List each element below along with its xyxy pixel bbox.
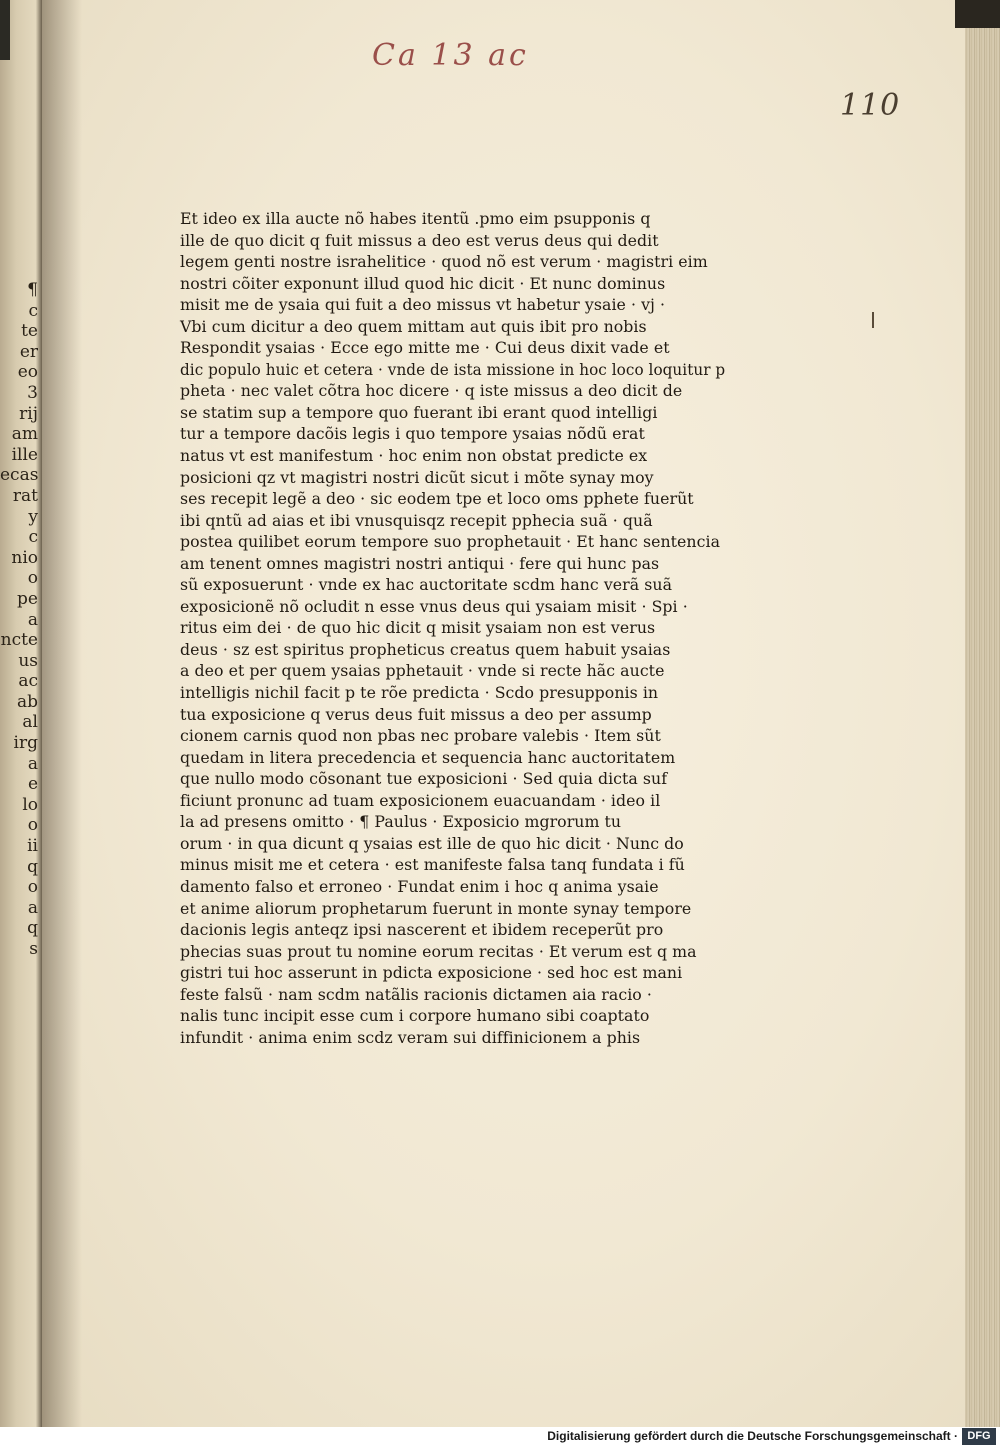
text-line: tur a tempore dacõis legis i quo tempore ysaias nõdũ erat bbox=[180, 424, 645, 444]
text-line: dacionis legis anteqz ipsi nascerent et ibidem receperũt pro bbox=[180, 920, 664, 940]
text-line: Respondit ysaias · Ecce ego mitte me · Cui deus dixit vade et bbox=[180, 338, 670, 358]
text-line: quedam in litera precedencia et sequencia hanc auctoritatem bbox=[180, 747, 676, 767]
facing-page-fragment: ¶ bbox=[27, 280, 38, 300]
facing-page-fragment: pe bbox=[17, 588, 38, 609]
facing-page-fragment: eo bbox=[17, 362, 38, 383]
facing-page-fragment: y bbox=[28, 506, 38, 527]
text-line: misit me de ysaia qui fuit a deo missus vt habetur ysaie · vj · bbox=[180, 295, 666, 315]
facing-page-fragment: o bbox=[27, 815, 38, 836]
facing-page-fragment: ncte bbox=[0, 630, 38, 651]
facing-page-fragment: al bbox=[22, 712, 38, 733]
footer-bar bbox=[0, 1427, 1000, 1446]
page-stack-corner bbox=[955, 0, 1000, 28]
facing-page-fragment: e bbox=[27, 774, 38, 795]
text-line: exposicionẽ nõ ocludit n esse vnus deus qui ysaiam misit · Spi · bbox=[180, 596, 688, 616]
text-line: se statim sup a tempore quo fuerant ibi erant quod intelligi bbox=[180, 402, 658, 422]
text-line: feste falsũ · nam scdm natãlis racionis dictamen aia racio · bbox=[180, 984, 652, 1004]
text-line: ses recepit legẽ a deo · sic eodem tpe et loco oms pphete fuerũt bbox=[180, 489, 694, 509]
facing-page-fragment: o bbox=[27, 568, 38, 589]
facing-page-fragment: lo bbox=[22, 794, 38, 815]
text-line: deus · sz est spiritus propheticus creatus quem habuit ysaias bbox=[180, 639, 671, 659]
facing-page-fragment: a bbox=[27, 897, 38, 918]
text-line: legem genti nostre israhelitice · quod nõ est verum · magistri eim bbox=[180, 252, 708, 272]
text-line: postea quilibet eorum tempore suo prophetauit · Et hanc sentencia bbox=[180, 532, 721, 552]
margin-tick-mark bbox=[872, 312, 874, 328]
main-text-column bbox=[180, 208, 740, 1048]
text-line: am tenent omnes magistri nostri antiqui · fere qui hunc pas bbox=[180, 553, 660, 573]
text-line: dic populo huic et cetera · vnde de ista missione in hoc loco loquitur p bbox=[180, 359, 726, 379]
text-line: et anime aliorum prophetarum fuerunt in monte synay tempore bbox=[180, 898, 692, 918]
facing-page-fragment: ii bbox=[27, 836, 38, 857]
text-line: sũ exposuerunt · vnde ex hac auctoritate scdm hanc verã suã bbox=[180, 575, 673, 595]
text-line: que nullo modo cõsonant tue exposicioni · Sed quia dicta suf bbox=[180, 769, 668, 789]
text-line: a deo et per quem ysaias pphetauit · vnde si recte hãc aucte bbox=[180, 661, 665, 681]
facing-page-fragment: te bbox=[21, 321, 38, 342]
text-line: ibi qntũ ad aias et ibi vnusquisqz recepit pphecia suã · quã bbox=[180, 510, 653, 530]
text-line: natus vt est manifestum · hoc enim non obstat predicte ex bbox=[180, 446, 648, 466]
facing-page-fragment: ecas bbox=[0, 465, 39, 486]
facing-page-fragment: us bbox=[18, 650, 38, 671]
text-line: ille de quo dicit q fuit missus a deo est verus deus qui dedit bbox=[180, 230, 659, 250]
facing-page-fragment: c bbox=[28, 300, 38, 321]
text-line: ritus eim dei · de quo hic dicit q misit ysaiam non est verus bbox=[180, 618, 656, 638]
facing-page-fragment: q bbox=[27, 918, 38, 939]
facing-page-fragment: ille bbox=[11, 444, 38, 465]
facing-page-fragment: rij bbox=[19, 403, 38, 424]
facing-page-fragment: ac bbox=[18, 671, 38, 692]
text-line: posicioni qz vt magistri nostri dicũt sicut i mõte synay moy bbox=[180, 467, 654, 487]
facing-page-fragment: 3 bbox=[27, 382, 38, 403]
folio-number: 110 bbox=[840, 88, 901, 123]
facing-page-fragment: rat bbox=[12, 485, 38, 506]
text-line: pheta · nec valet cõtra hoc dicere · q iste missus a deo dicit de bbox=[180, 381, 683, 401]
dfg-logo: DFG bbox=[962, 1428, 996, 1445]
facing-page-fragment: q bbox=[27, 856, 38, 877]
facing-page-fragment: a bbox=[27, 609, 38, 630]
facing-page-fragment: o bbox=[27, 877, 38, 898]
shelfmark-annotation: Ca 13 ac bbox=[372, 38, 529, 73]
facing-page-fragment: am bbox=[11, 424, 38, 445]
text-line: tua exposicione q verus deus fuit missus a deo per assump bbox=[180, 704, 652, 724]
facing-page-fragment: er bbox=[19, 341, 38, 362]
text-line: la ad presens omitto · ¶ Paulus · Exposicio mgrorum tu bbox=[180, 812, 622, 832]
facing-page-text-fragments bbox=[0, 280, 40, 1160]
text-line: gistri tui hoc asserunt in pdicta exposicione · sed hoc est mani bbox=[180, 963, 683, 983]
text-line: damento falso et erroneo · Fundat enim i hoc q anima ysaie bbox=[180, 876, 659, 896]
text-line: infundit · anima enim scdz veram sui diffinicionem a phis bbox=[180, 1027, 641, 1047]
text-line: ficiunt pronunc ad tuam exposicionem euacuandam · ideo il bbox=[180, 790, 661, 810]
gutter-shadow bbox=[42, 0, 82, 1427]
text-line: minus misit me et cetera · est manifeste falsa tanq fundata i fũ bbox=[180, 855, 685, 875]
facing-page-fragment: irg bbox=[13, 733, 38, 754]
text-line: cionem carnis quod non pbas nec probare valebis · Item sũt bbox=[180, 726, 661, 746]
facing-page-fragment: nio bbox=[11, 547, 38, 568]
facing-page-fragment: a bbox=[27, 753, 38, 774]
text-line: Vbi cum dicitur a deo quem mittam aut quis ibit pro nobis bbox=[180, 316, 647, 336]
text-line: nostri cõiter exponunt illud quod hic dicit · Et nunc dominus bbox=[180, 273, 666, 293]
text-line: nalis tunc incipit esse cum i corpore humano sibi coaptato bbox=[180, 1006, 650, 1026]
facing-page-fragment: c bbox=[28, 527, 38, 548]
text-line: orum · in qua dicunt q ysaias est ille de quo hic dicit · Nunc do bbox=[180, 833, 684, 853]
page-stack-fore-edge bbox=[965, 0, 1000, 1427]
facing-page-corner bbox=[0, 0, 10, 60]
facing-page-fragment: s bbox=[29, 939, 38, 959]
text-line: Et ideo ex illa aucte nõ habes itentũ .pmo eim psupponis q bbox=[180, 209, 651, 228]
text-line: phecias suas prout tu nomine eorum recitas · Et verum est q ma bbox=[180, 941, 697, 961]
facing-page-fragment: ab bbox=[16, 691, 38, 712]
funding-credit: Digitalisierung gefördert durch die Deutsche Forschungsgemeinschaft · bbox=[547, 1429, 958, 1443]
text-line: intelligis nichil facit p te rõe predicta · Scdo presupponis in bbox=[180, 683, 659, 703]
